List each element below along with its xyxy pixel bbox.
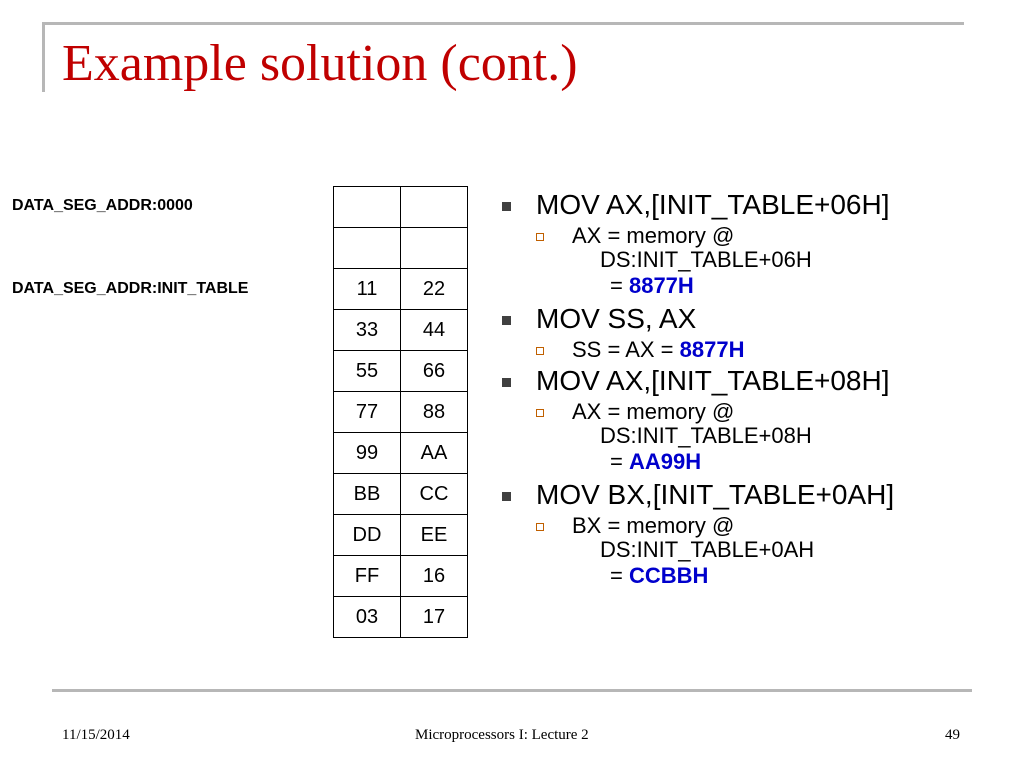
memory-cell (401, 187, 468, 228)
memory-row (334, 474, 468, 515)
sub-text: BX = memory @ (572, 513, 735, 538)
memory-cell: 03 (334, 597, 401, 638)
memory-row (334, 228, 468, 269)
footer-rule (52, 689, 972, 692)
memory-row (334, 187, 468, 228)
sub-text: AX = memory @ (572, 223, 735, 248)
memory-cell: 16 (401, 556, 468, 597)
sub-continuation: DS:INIT_TABLE+06H (600, 247, 812, 272)
memory-cell: 66 (401, 351, 468, 392)
memory-cell: FF (334, 556, 401, 597)
memory-cell (401, 228, 468, 269)
square-bullet-icon (502, 202, 511, 211)
result-value: AA99H (628, 449, 702, 474)
footer-course: Microprocessors I: Lecture 2 (415, 727, 589, 743)
footer-page-number: 49 (945, 727, 960, 743)
sub-bullet (500, 338, 1000, 362)
bullet-mov-ax-06h (500, 190, 1000, 220)
memory-cell: DD (334, 515, 401, 556)
sub-bullet (500, 514, 1000, 538)
sub-continuation: DS:INIT_TABLE+08H (600, 423, 812, 448)
equals-sign: = (610, 449, 629, 474)
sub-bullet (500, 400, 1000, 424)
label-data-seg-start: DATA_SEG_ADDR:0000 (12, 197, 193, 214)
memory-cell: 11 (334, 269, 401, 310)
memory-cell: 33 (334, 310, 401, 351)
label-data-seg-init-table: DATA_SEG_ADDR:INIT_TABLE (12, 280, 249, 297)
result-line (500, 272, 1000, 300)
memory-cell: EE (401, 515, 468, 556)
slide-title: Example solution (cont.) (62, 35, 578, 92)
memory-cell: 77 (334, 392, 401, 433)
sub-text: SS = AX = (572, 337, 680, 362)
bullet-mov-bx-0ah (500, 480, 1000, 510)
square-bullet-icon (502, 378, 511, 387)
memory-row (334, 597, 468, 638)
memory-cell: 99 (334, 433, 401, 474)
bullet-mov-ax-08h (500, 366, 1000, 396)
memory-row (334, 351, 468, 392)
equals-sign: = (610, 563, 629, 588)
square-bullet-icon (502, 316, 511, 325)
memory-cell: 55 (334, 351, 401, 392)
hollow-square-bullet-icon (536, 409, 544, 417)
memory-row (334, 556, 468, 597)
equals-sign: = (610, 273, 629, 298)
memory-cell: AA (401, 433, 468, 474)
instruction-text: MOV SS, AX (536, 303, 697, 334)
memory-row (334, 515, 468, 556)
square-bullet-icon (502, 492, 511, 501)
result-line (500, 562, 1000, 590)
bullet-mov-ss-ax (500, 304, 1000, 334)
memory-cell: 44 (401, 310, 468, 351)
memory-cell: 88 (401, 392, 468, 433)
memory-cell: BB (334, 474, 401, 515)
result-line (500, 448, 1000, 476)
footer-date: 11/15/2014 (62, 727, 130, 743)
memory-row (334, 269, 468, 310)
hollow-square-bullet-icon (536, 233, 544, 241)
memory-cell: 17 (401, 597, 468, 638)
instruction-text: MOV AX,[INIT_TABLE+08H] (536, 365, 890, 396)
hollow-square-bullet-icon (536, 523, 544, 531)
memory-row (334, 392, 468, 433)
top-frame-rule (42, 22, 964, 25)
result-value: CCBBH (628, 563, 709, 588)
memory-cell (334, 187, 401, 228)
instruction-list (500, 190, 1000, 594)
result-value: 8877H (679, 337, 745, 362)
memory-cell (334, 228, 401, 269)
memory-cell: CC (401, 474, 468, 515)
memory-cell: 22 (401, 269, 468, 310)
sub-text: AX = memory @ (572, 399, 735, 424)
instruction-text: MOV AX,[INIT_TABLE+06H] (536, 189, 890, 220)
memory-row (334, 433, 468, 474)
memory-row (334, 310, 468, 351)
memory-table (333, 186, 468, 638)
sub-continuation: DS:INIT_TABLE+0AH (600, 537, 815, 562)
result-value: 8877H (628, 273, 694, 298)
sub-bullet (500, 224, 1000, 248)
hollow-square-bullet-icon (536, 347, 544, 355)
left-frame-rule (42, 22, 45, 92)
instruction-text: MOV BX,[INIT_TABLE+0AH] (536, 479, 895, 510)
